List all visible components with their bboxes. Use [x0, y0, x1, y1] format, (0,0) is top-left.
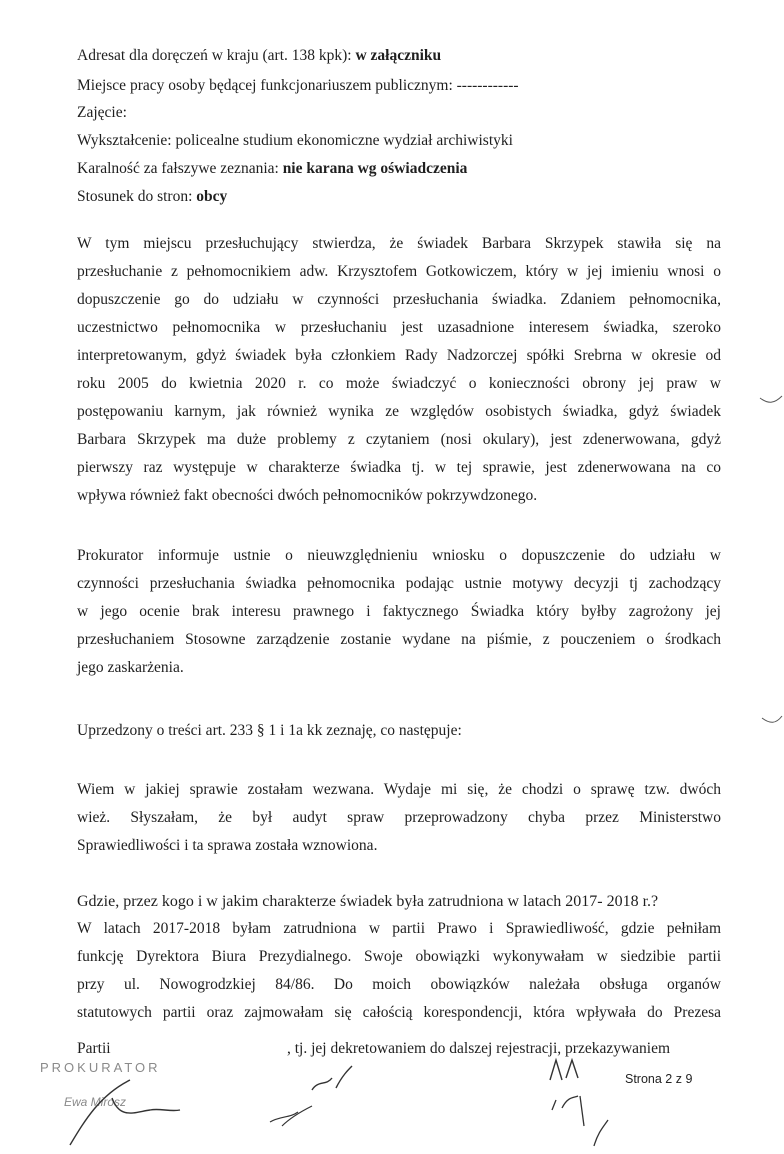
text-line: przesłuchanie z pełnomocnikiem adw. Krzysztofem Gotkowiczem, który w jej imieniu wnosi o: [77, 263, 721, 280]
signature-middle-2: [270, 1106, 312, 1126]
delivery-address-line: Adresat dla doręczeń w kraju (art. 138 kpk): w załączniku: [77, 47, 442, 64]
education-line: Wykształcenie: policealne studium ekonomiczne wydział archiwistyki: [77, 132, 513, 149]
text-line: W tym miejscu przesłuchujący stwierdza, że świadek Barbara Skrzypek stawiła się na: [77, 235, 721, 252]
criminal-record-line: Karalność za fałszywe zeznania: nie karana wg oświadczenia: [77, 160, 468, 177]
workplace-line: Miejsce pracy osoby będącej funkcjonariuszem publicznym: ------------: [77, 77, 519, 94]
text-line: pierwszy raz występuje w charakterze świadka tj. w tej sprawie, jest zdenerwowana na co: [77, 459, 721, 476]
text-line: roku 2005 do kwietnia 2020 r. co może świadczyć o konieczności obrony jej praw w: [77, 375, 721, 392]
text-line: w jego ocenie brak interesu prawnego i faktycznego Świadka który byłby zagrożony jej: [77, 603, 721, 620]
occupation-line: Zajęcie:: [77, 104, 127, 121]
text-line: przy ul. Nowogrodzkiej 84/86. Do moich obowiązków należała obsługa organów: [77, 976, 721, 993]
text-line: funkcję Dyrektora Biura Prezydialnego. Swoje obowiązki wykonywałam w siedzibie partii: [77, 948, 721, 965]
text-line: czynności przesłuchania świadka pełnomocnika podając ustnie motywy decyzji tj zachodzący: [77, 575, 721, 592]
text-line: uczestnictwo pełnomocnika w przesłuchaniu jest uzasadnione interesem świadka, szeroko: [77, 319, 721, 336]
signature-right: [550, 1060, 578, 1080]
signature-prosecutor: [70, 1080, 180, 1145]
text-line: Prokurator informuje ustnie o nieuwzględnieniu wniosku o dopuszczenie do udziału w: [77, 547, 721, 564]
text-line: Wiem w jakiej sprawie zostałam wezwana. Wydaje mi się, że chodzi o sprawę tzw. dwóch: [77, 781, 721, 798]
signature-middle: [312, 1066, 352, 1090]
text-line: jego zaskarżenia.: [77, 659, 184, 676]
text-line: Barbara Skrzypek ma duże problemy z czytaniem (nosi okulary), jest zdenerwowana, gdyż: [77, 431, 721, 448]
text-line: wpływa również fakt obecności dwóch pełnomocników pokrzywdzonego.: [77, 487, 538, 504]
page-number: Strona 2 z 9: [625, 1072, 693, 1086]
text-line: dopuszczenie go do udziału w czynności przesłuchania świadka. Zdaniem pełnomocnika,: [77, 291, 721, 308]
margin-mark: [760, 396, 782, 722]
perjury-warning-line: Uprzedzony o treści art. 233 § 1 i 1a kk zeznaję, co następuje:: [77, 722, 462, 739]
text-line: przesłuchaniem Stosowne zarządzenie zostanie wydane na piśmie, z pouczeniem o środkach: [77, 631, 721, 648]
text-line: Sprawiedliwości i ta sprawa została wznowiona.: [77, 837, 378, 854]
relation-to-parties-line: Stosunek do stron: obcy: [77, 188, 228, 205]
signature-right-2: [552, 1096, 608, 1146]
text-line: statutowych partii oraz zajmowałam się całością korespondencji, która wpływała do Prezesa: [77, 1004, 721, 1021]
prosecutor-stamp: PROKURATOR: [40, 1060, 161, 1075]
stamp-name: Ewa Mirosz: [64, 1095, 127, 1109]
text-line: postępowaniu karnym, jak również wynika ze względów osobistych świadka, gdyż świadek: [77, 403, 721, 420]
last-line-right: , tj. jej dekretowaniem do dalszej rejestracji, przekazywaniem: [287, 1040, 671, 1057]
text-line: W latach 2017-2018 byłam zatrudniona w partii Prawo i Sprawiedliwość, gdzie pełniłam: [77, 920, 721, 937]
text-line: wież. Słyszałam, że był audyt spraw przeprowadzony chyba przez Ministerstwo: [77, 809, 721, 826]
text-line: interpretowanym, gdyż świadek była członkiem Rady Nadzorczej spółki Srebrna w okresie od: [77, 347, 721, 364]
question-line: Gdzie, przez kogo i w jakim charakterze świadek była zatrudniona w latach 2017- 2018 r.?: [77, 893, 659, 910]
last-line-left: Partii: [77, 1040, 111, 1057]
